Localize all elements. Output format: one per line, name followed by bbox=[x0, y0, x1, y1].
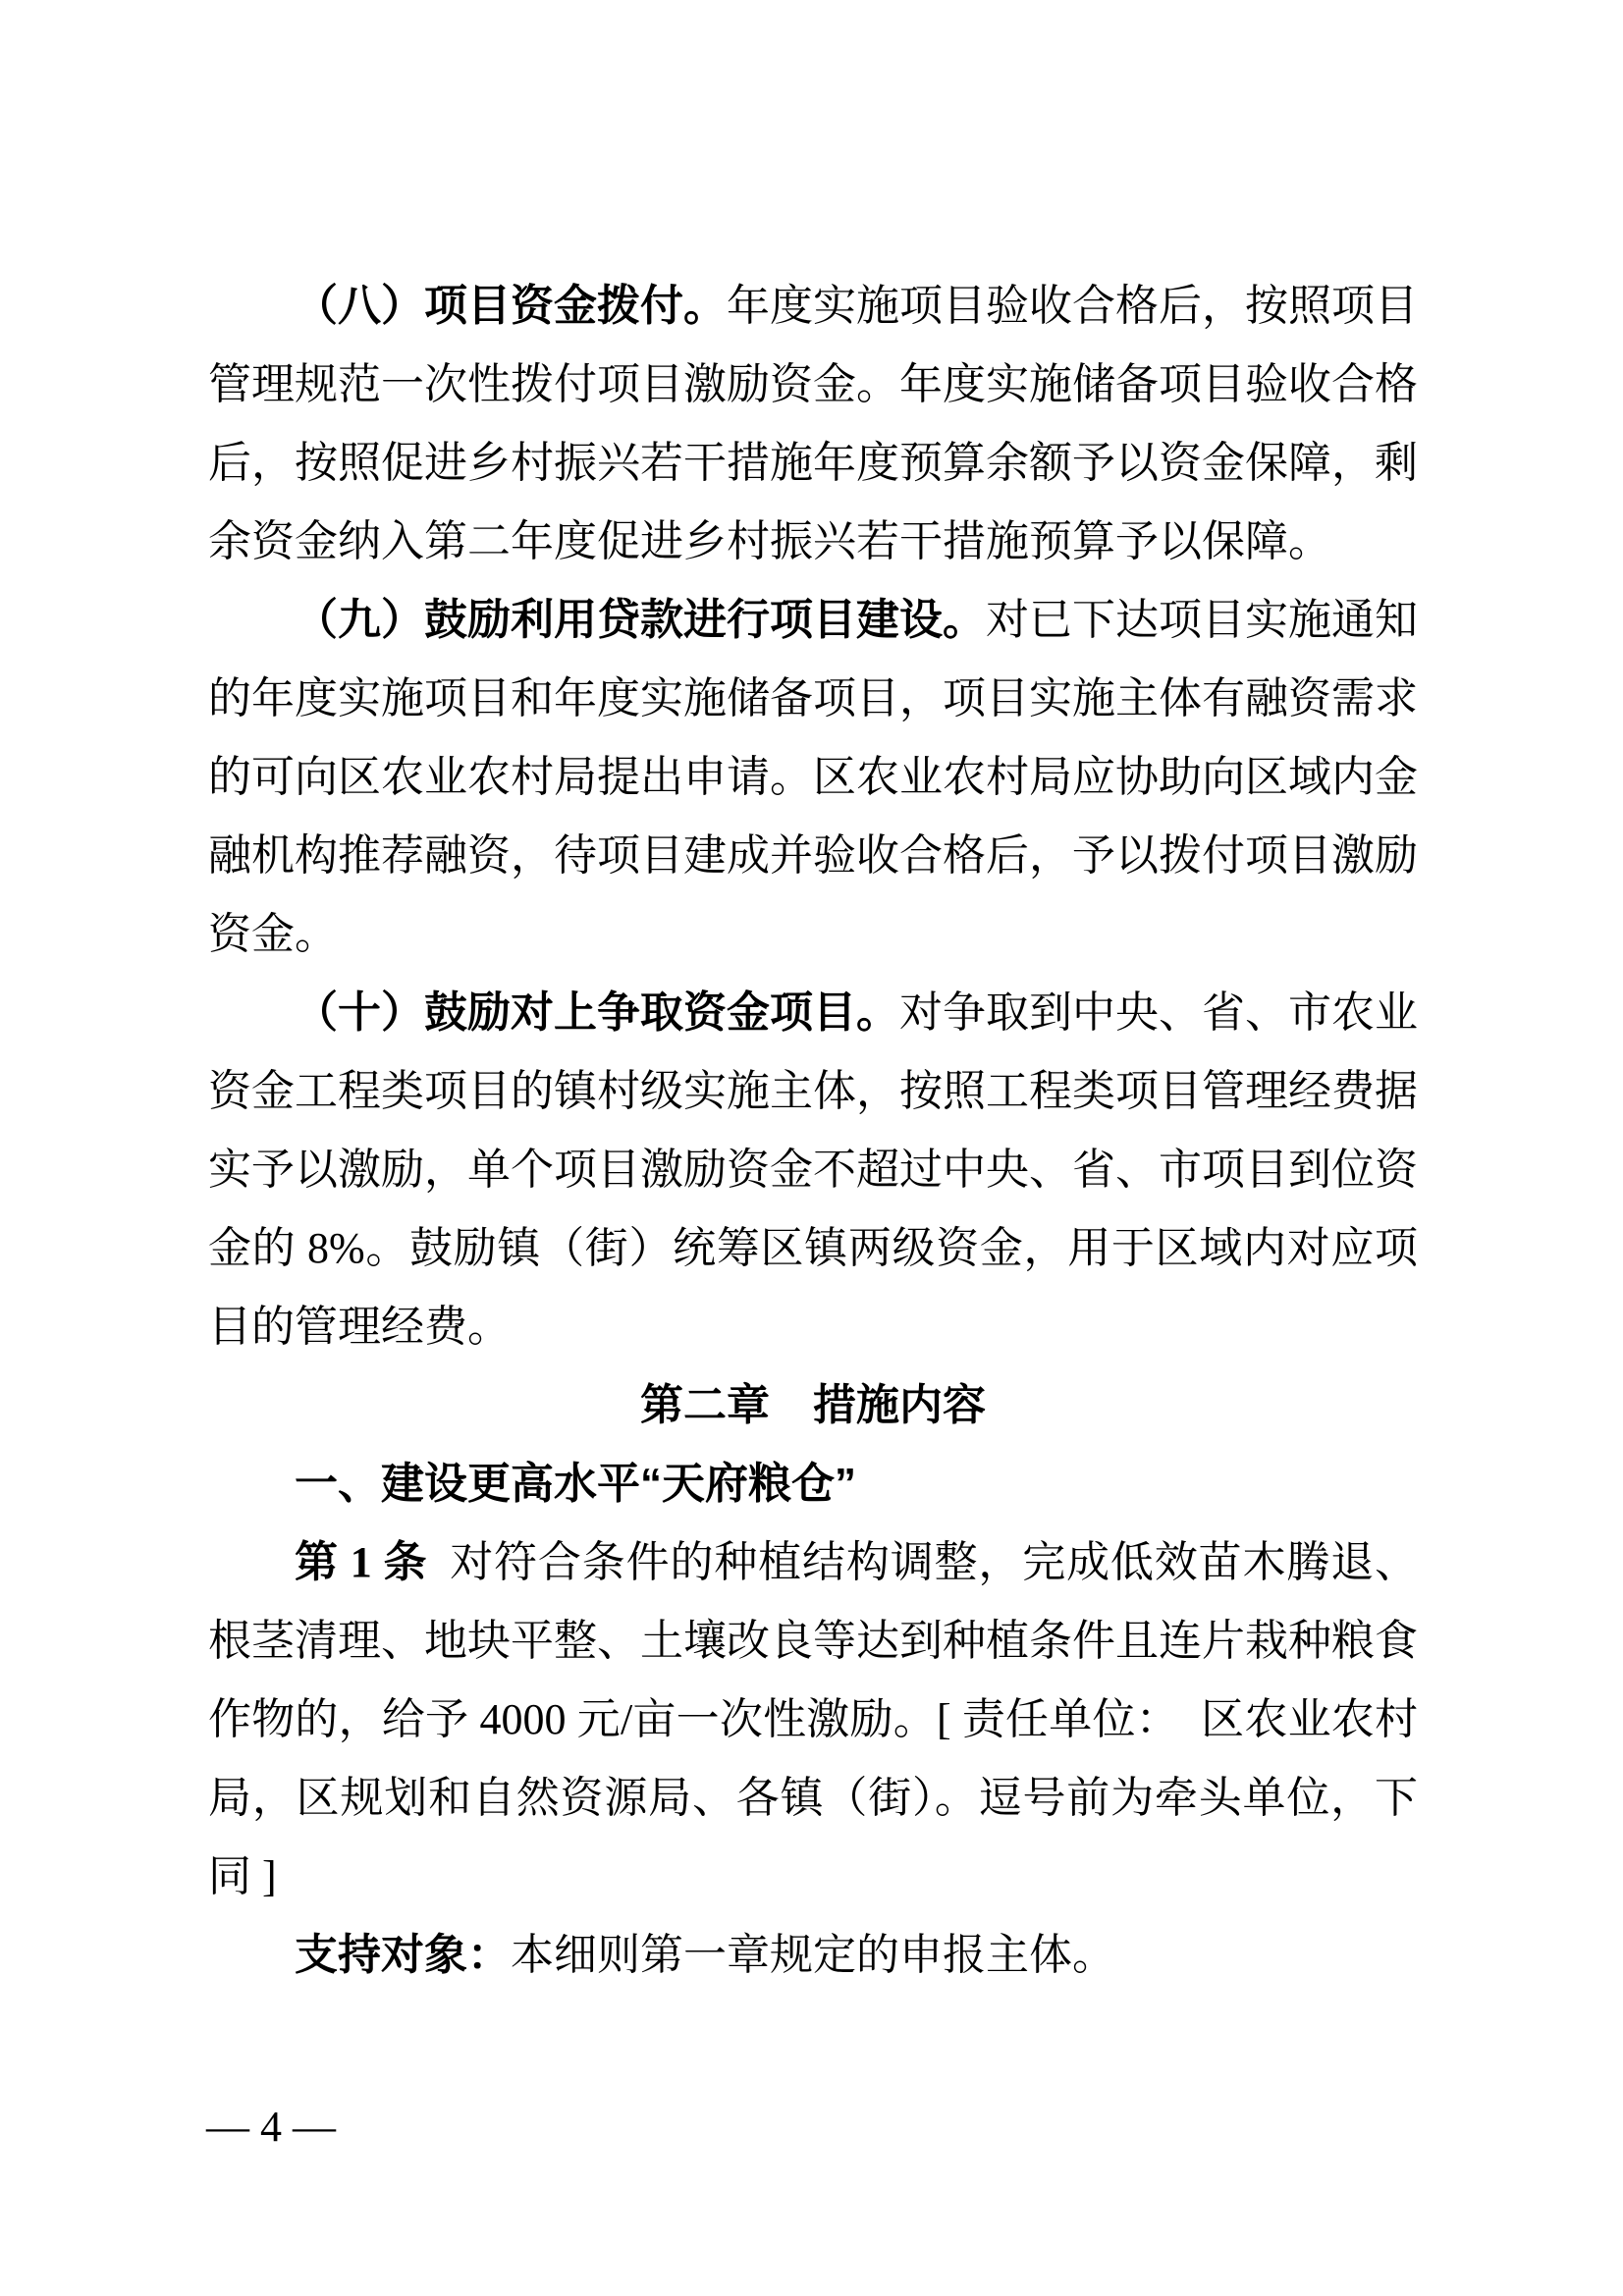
page-number: — 4 — bbox=[206, 2103, 336, 2151]
paragraph-item-10 bbox=[208, 974, 1418, 1366]
article-1-paragraph bbox=[208, 1523, 1418, 1916]
paragraph-9-lead: （九）鼓励利用贷款进行项目建设。 bbox=[295, 596, 986, 644]
document-body bbox=[208, 267, 1418, 1995]
paragraph-9-text: 对已下达项目实施通知的年度实施项目和年度实施储备项目，项目实施主体有融资需求的可向区农业农村局提出申请。区农业农村局应协助向区域内金融机构推荐融资，待项目建成并验收合格后，予以拨付项目激励资金。 bbox=[208, 596, 1418, 958]
paragraph-item-8 bbox=[208, 267, 1418, 581]
paragraph-item-9 bbox=[208, 581, 1418, 974]
paragraph-8-lead: （八）项目资金拨付。 bbox=[295, 282, 727, 330]
chapter-heading: 第二章 措施内容 bbox=[640, 1381, 986, 1429]
paragraph-10-text: 对争取到中央、省、市农业资金工程类项目的镇村级实施主体，按照工程类项目管理经费据实予以激励，单个项目激励资金不超过中央、省、市项目到位资金的 8%。鼓励镇（街）统筹区镇两级资金，用于区域内对应项目的管理经费。 bbox=[208, 988, 1418, 1351]
support-target-paragraph bbox=[208, 1916, 1418, 1995]
article-1-number: 第 1 条 bbox=[295, 1538, 428, 1586]
paragraph-10-lead: （十）鼓励对上争取资金项目。 bbox=[295, 988, 899, 1037]
support-target-text: 本细则第一章规定的申报主体。 bbox=[511, 1931, 1115, 1979]
section-heading: 一、建设更高水平“天府粮仓” bbox=[295, 1460, 856, 1508]
support-target-label: 支持对象： bbox=[295, 1931, 511, 1979]
paragraph-8-text: 年度实施项目验收合格后，按照项目管理规范一次性拨付项目激励资金。年度实施储备项目验收合格后，按照促进乡村振兴若干措施年度预算余额予以资金保障，剩余资金纳入第二年度促进乡村振兴若干措施预算予以保障。 bbox=[208, 282, 1418, 565]
article-1-text: 对符合条件的种植结构调整，完成低效苗木腾退、根茎清理、地块平整、土壤改良等达到种植条件且连片栽种粮食作物的，给予 4000 元/亩一次性激励。[ 责任单位： 区农业农村局，区规划和自然资源局、各镇（街）。逗号前为牵头单位，下同 ] bbox=[208, 1538, 1419, 1900]
